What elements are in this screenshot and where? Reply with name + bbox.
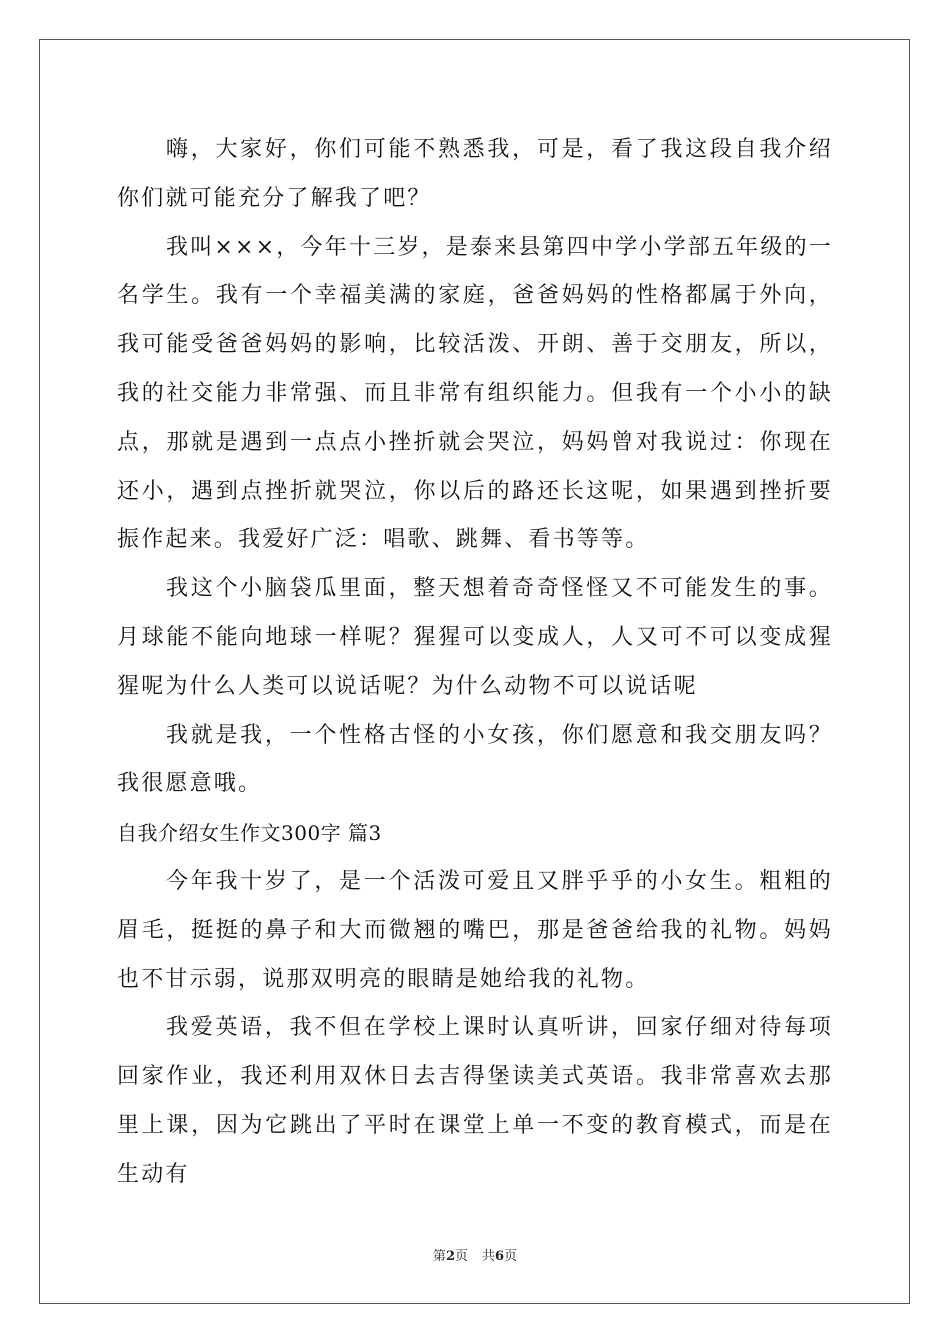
page-number-total: 6 [495, 1249, 505, 1264]
paragraph-introduction: 我叫×××，今年十三岁，是泰来县第四中学小学部五年级的一名学生。我有一个幸福美满的家庭，爸爸妈妈的性格都属于外向，我可能受爸爸妈妈的影响，比较活泼、开朗、善于交朋友，所以，我的社交能力非常强、而且非常有组织能力。但我有一个小小的缺点，那就是遇到一点点小挫折就会哭泣，妈妈曾对我说过：你现在还小，遇到点挫折就哭泣，你以后的路还长这呢，如果遇到挫折要振作起来。我爱好广泛：唱歌、跳舞、看书等等。 [117, 234, 833, 553]
paragraph-english: 我爱英语，我不但在学校上课时认真听讲，回家仔细对待每项回家作业，我还利用双休日去吉得堡读美式英语。我非常喜欢去那里上课，因为它跳出了平时在课堂上单一不变的教育模式，而是在生动有 [117, 1015, 833, 1187]
page-prefix: 第 [432, 1249, 446, 1264]
total-prefix: 共 [482, 1249, 496, 1264]
page-footer [0, 1245, 950, 1264]
paragraph-curiosity: 我这个小脑袋瓜里面，整天想着奇奇怪怪又不可能发生的事。月球能不能向地球一样呢？猩猩可以变成人，人又可不可以变成猩猩呢为什么人类可以说话呢？为什么动物不可以说话呢 [117, 576, 833, 699]
paragraph-appearance: 今年我十岁了，是一个活泼可爱且又胖乎乎的小女生。粗粗的眉毛，挺挺的鼻子和大而微翘的嘴巴，那是爸爸给我的礼物。妈妈也不甘示弱，说那双明亮的眼睛是她给我的礼物。 [117, 868, 833, 992]
total-suffix: 页 [504, 1249, 518, 1264]
section-heading: 自我介绍女生作文300字 篇3 [117, 821, 382, 846]
page-number-current: 2 [445, 1249, 455, 1264]
document-body [117, 126, 833, 1200]
paragraph-closing: 我就是我，一个性格古怪的小女孩，你们愿意和我交朋友吗？我很愿意哦。 [117, 722, 833, 797]
page-suffix: 页 [454, 1249, 468, 1264]
paragraph-greeting: 嗨，大家好，你们可能不熟悉我，可是，看了我这段自我介绍你们就可能充分了解我了吧？ [117, 137, 833, 211]
